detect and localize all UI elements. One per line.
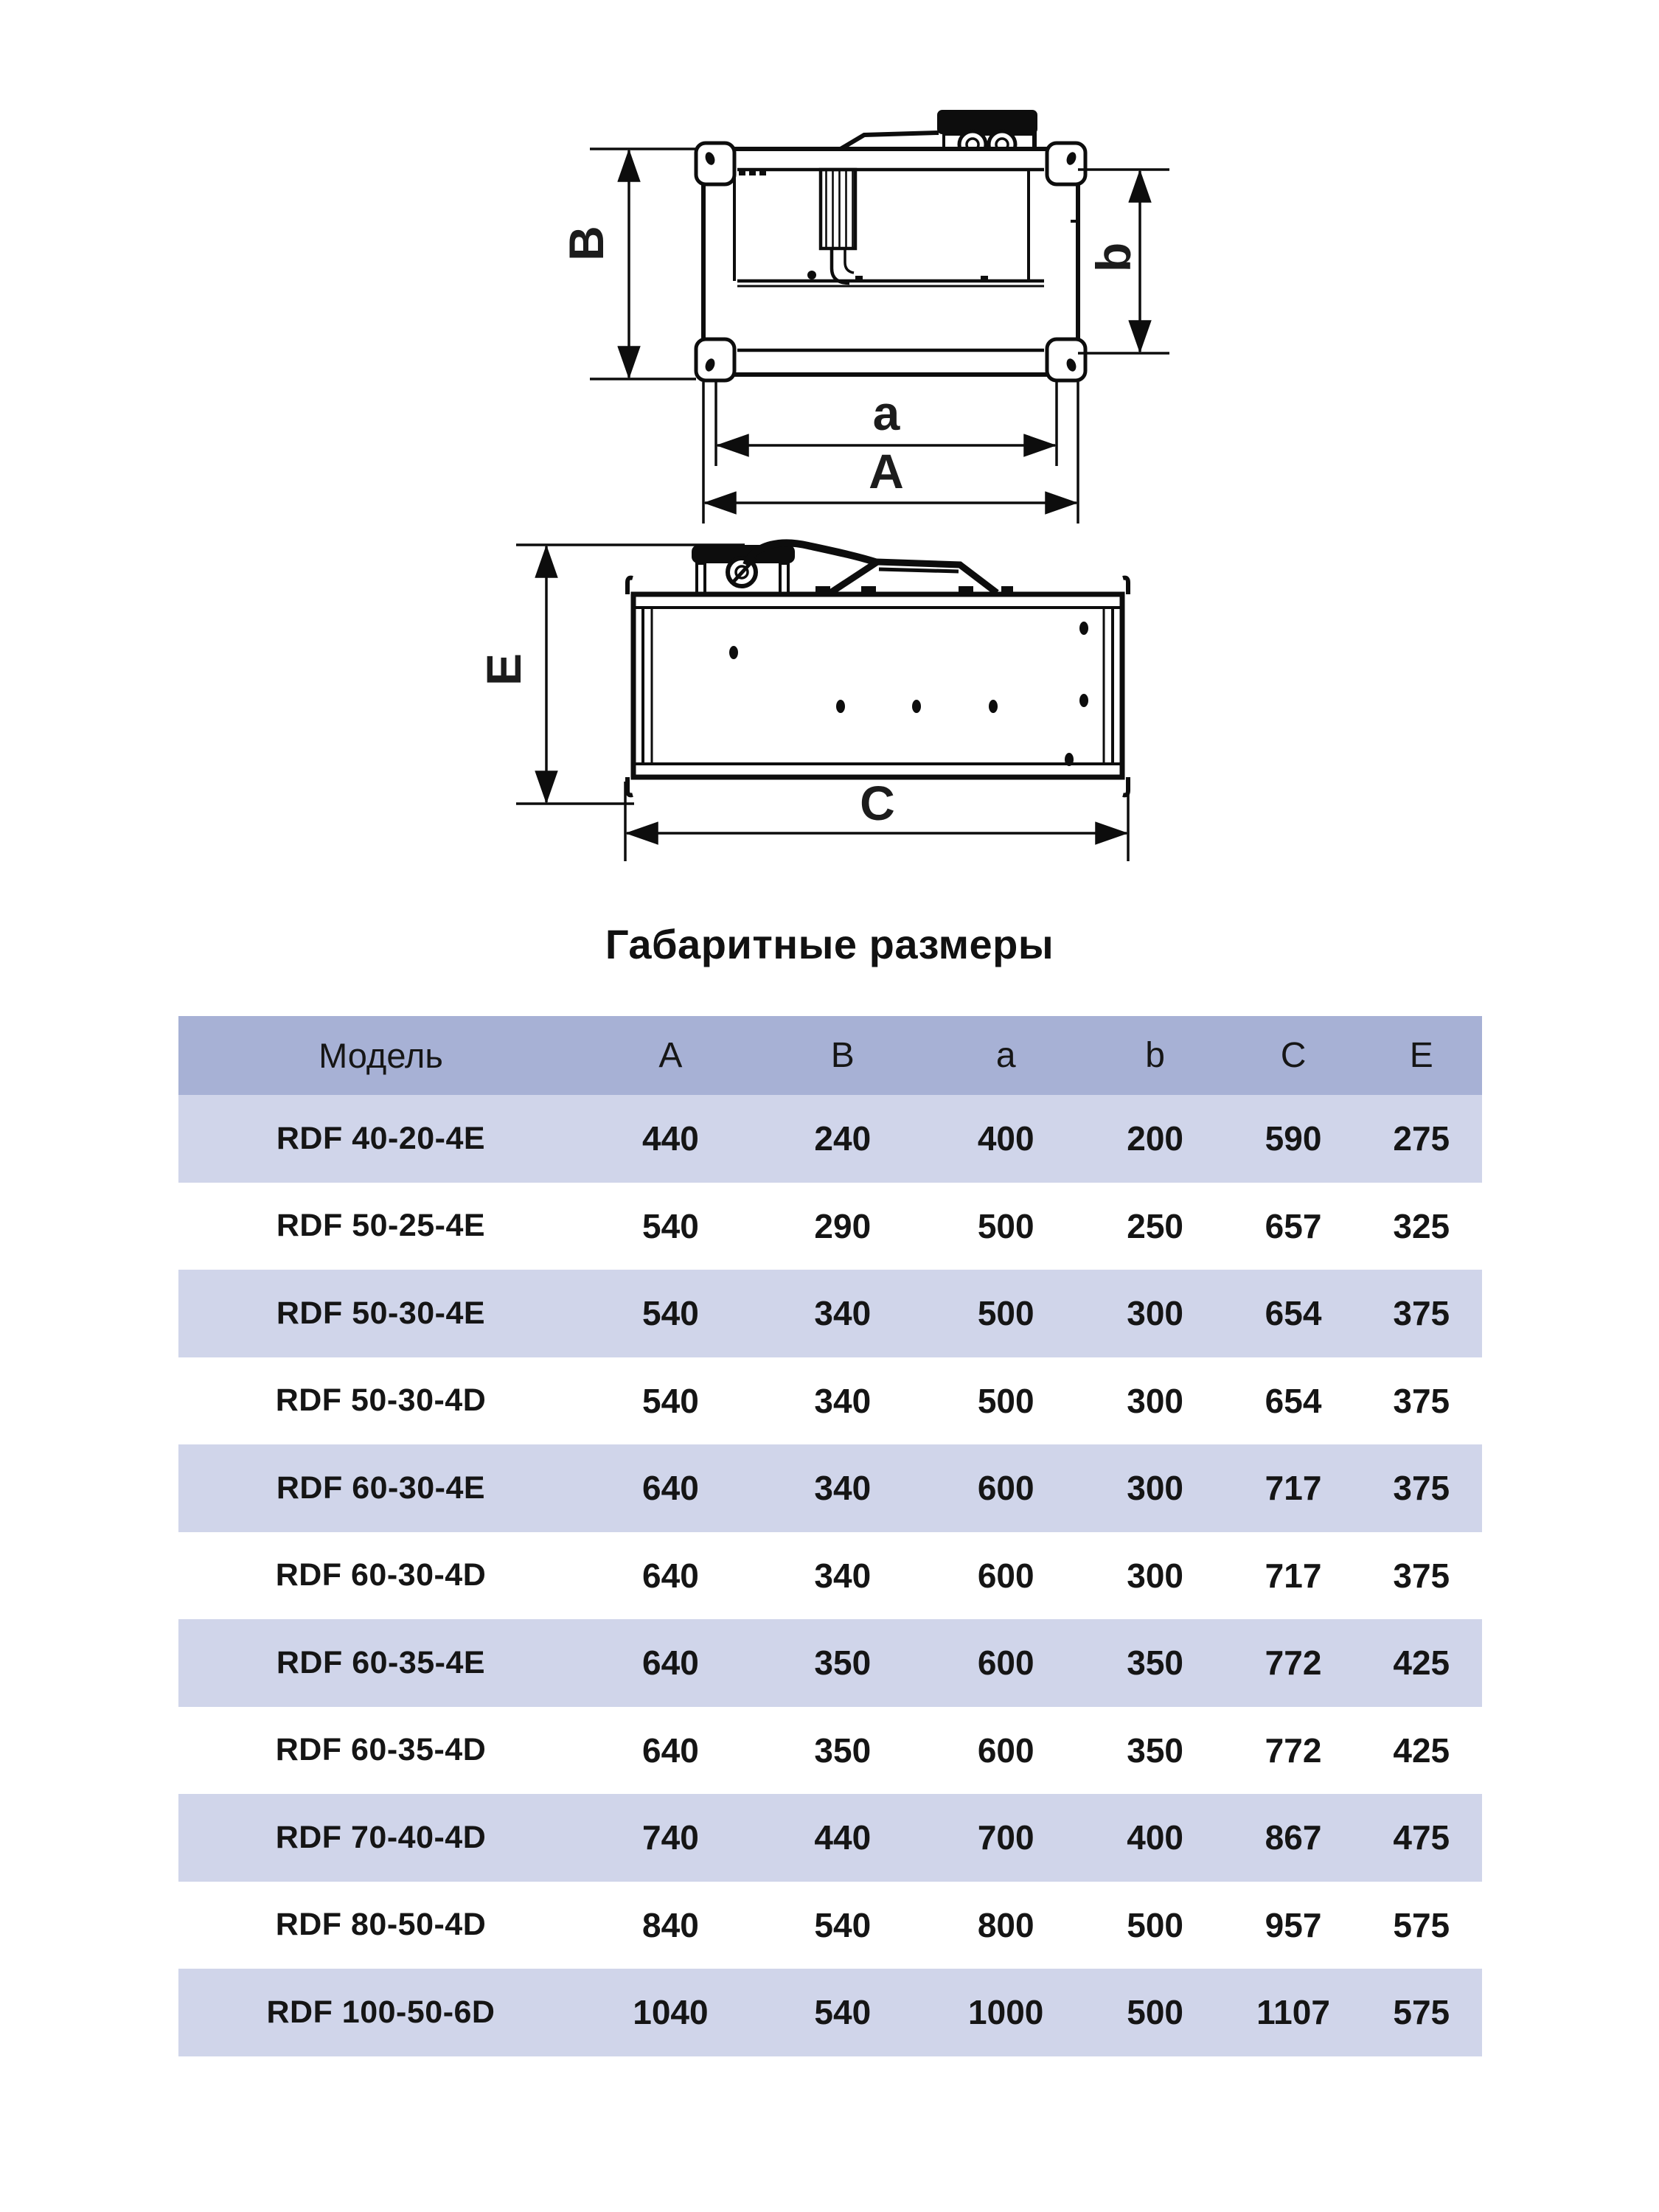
table-row xyxy=(178,1444,1482,1532)
value-cell-b: 350 xyxy=(1127,1644,1184,1683)
value-cell-C: 657 xyxy=(1265,1206,1322,1245)
table-body xyxy=(178,1095,1482,2056)
table-row xyxy=(178,1095,1482,1183)
value-cell-a: 400 xyxy=(977,1119,1034,1158)
value-cell-E: 325 xyxy=(1393,1206,1450,1245)
value-cell-b: 350 xyxy=(1127,1731,1184,1770)
value-cell-E: 425 xyxy=(1393,1731,1450,1770)
model-cell: RDF 60-30-4E xyxy=(276,1470,486,1506)
value-cell-E: 375 xyxy=(1393,1469,1450,1508)
value-cell-b: 300 xyxy=(1127,1381,1184,1420)
model-cell: RDF 50-30-4E xyxy=(276,1295,486,1331)
dimensions-table xyxy=(178,1016,1482,2056)
value-cell-A: 640 xyxy=(642,1469,699,1508)
value-cell-b: 500 xyxy=(1127,1993,1184,2032)
model-cell: RDF 60-35-4E xyxy=(276,1644,486,1680)
dim-label-C: C xyxy=(860,776,895,830)
col-header-a: a xyxy=(995,1036,1016,1075)
table-row xyxy=(178,1270,1482,1357)
value-cell-A: 640 xyxy=(642,1731,699,1770)
value-cell-B: 340 xyxy=(814,1381,872,1420)
model-cell: RDF 50-30-4D xyxy=(275,1382,487,1419)
value-cell-C: 654 xyxy=(1265,1294,1322,1333)
value-cell-a: 800 xyxy=(977,1905,1034,1944)
value-cell-A: 740 xyxy=(642,1818,699,1857)
value-cell-C: 957 xyxy=(1265,1905,1322,1944)
dim-label-b: b xyxy=(1086,242,1141,273)
value-cell-B: 340 xyxy=(814,1294,872,1333)
value-cell-B: 240 xyxy=(814,1119,872,1158)
value-cell-a: 600 xyxy=(977,1469,1034,1508)
value-cell-C: 772 xyxy=(1265,1644,1322,1683)
value-cell-C: 772 xyxy=(1265,1731,1322,1770)
value-cell-B: 440 xyxy=(814,1818,872,1857)
value-cell-a: 600 xyxy=(977,1644,1034,1683)
model-cell: RDF 40-20-4E xyxy=(276,1120,486,1156)
dim-B xyxy=(590,149,696,379)
value-cell-b: 500 xyxy=(1127,1905,1184,1944)
dim-label-a: a xyxy=(872,386,900,440)
value-cell-E: 575 xyxy=(1393,1993,1450,2032)
col-header-A: A xyxy=(658,1036,683,1075)
value-cell-B: 540 xyxy=(814,1905,872,1944)
value-cell-A: 1040 xyxy=(633,1993,709,2032)
value-cell-A: 640 xyxy=(642,1556,699,1595)
value-cell-C: 654 xyxy=(1265,1381,1322,1420)
front-view-drawing xyxy=(559,103,1209,531)
value-cell-B: 350 xyxy=(814,1644,872,1683)
model-cell: RDF 60-35-4D xyxy=(275,1732,487,1768)
value-cell-b: 250 xyxy=(1127,1206,1184,1245)
value-cell-E: 375 xyxy=(1393,1556,1450,1595)
model-cell: RDF 100-50-6D xyxy=(266,1994,495,2030)
value-cell-a: 500 xyxy=(977,1294,1034,1333)
col-header-model: Модель xyxy=(319,1036,443,1075)
dim-label-E: E xyxy=(476,653,531,686)
terminal-box xyxy=(937,110,1037,134)
table-row xyxy=(178,1794,1482,1882)
table-row xyxy=(178,1183,1482,1270)
value-cell-E: 425 xyxy=(1393,1644,1450,1683)
front-body xyxy=(703,149,1078,375)
col-header-C: C xyxy=(1280,1036,1307,1075)
value-cell-C: 590 xyxy=(1265,1119,1322,1158)
side-terminal-box xyxy=(692,543,877,594)
value-cell-b: 200 xyxy=(1127,1119,1184,1158)
page-title: Габаритные размеры xyxy=(605,921,1054,967)
value-cell-C: 867 xyxy=(1265,1818,1322,1857)
dim-label-B: B xyxy=(559,226,613,261)
table-row xyxy=(178,1619,1482,1707)
value-cell-E: 375 xyxy=(1393,1294,1450,1333)
table-row xyxy=(178,1882,1482,1969)
side-body xyxy=(627,578,1128,796)
model-cell: RDF 70-40-4D xyxy=(275,1819,487,1855)
value-cell-B: 340 xyxy=(814,1556,872,1595)
value-cell-A: 440 xyxy=(642,1119,699,1158)
table-row xyxy=(178,1969,1482,2056)
value-cell-a: 500 xyxy=(977,1381,1034,1420)
value-cell-A: 640 xyxy=(642,1644,699,1683)
value-cell-a: 600 xyxy=(977,1556,1034,1595)
table-header-row xyxy=(178,1016,1482,1095)
value-cell-a: 1000 xyxy=(968,1993,1044,2032)
value-cell-A: 540 xyxy=(642,1381,699,1420)
col-header-b: b xyxy=(1145,1036,1165,1075)
model-cell: RDF 80-50-4D xyxy=(275,1907,487,1943)
value-cell-B: 540 xyxy=(814,1993,872,2032)
value-cell-b: 300 xyxy=(1127,1556,1184,1595)
value-cell-B: 350 xyxy=(814,1731,872,1770)
value-cell-E: 475 xyxy=(1393,1818,1450,1857)
value-cell-b: 400 xyxy=(1127,1818,1184,1857)
value-cell-a: 500 xyxy=(977,1206,1034,1245)
table-row xyxy=(178,1357,1482,1445)
value-cell-E: 575 xyxy=(1393,1905,1450,1944)
model-cell: RDF 50-25-4E xyxy=(276,1208,486,1244)
dim-label-A: A xyxy=(869,444,904,498)
side-cover-handle xyxy=(815,562,1013,594)
value-cell-C: 1107 xyxy=(1256,1993,1330,2032)
value-cell-C: 717 xyxy=(1265,1556,1322,1595)
value-cell-a: 700 xyxy=(977,1818,1034,1857)
value-cell-E: 375 xyxy=(1393,1381,1450,1420)
value-cell-E: 275 xyxy=(1393,1119,1450,1158)
value-cell-B: 290 xyxy=(814,1206,872,1245)
model-cell: RDF 60-30-4D xyxy=(275,1557,487,1593)
table-row xyxy=(178,1707,1482,1795)
value-cell-A: 540 xyxy=(642,1294,699,1333)
value-cell-A: 540 xyxy=(642,1206,699,1245)
table-row xyxy=(178,1532,1482,1620)
value-cell-C: 717 xyxy=(1265,1469,1322,1508)
value-cell-b: 300 xyxy=(1127,1294,1184,1333)
value-cell-B: 340 xyxy=(814,1469,872,1508)
value-cell-a: 600 xyxy=(977,1731,1034,1770)
side-view-drawing xyxy=(476,512,1172,874)
col-header-E: E xyxy=(1409,1036,1433,1075)
value-cell-A: 840 xyxy=(642,1905,699,1944)
value-cell-b: 300 xyxy=(1127,1469,1184,1508)
col-header-B: B xyxy=(830,1036,855,1075)
